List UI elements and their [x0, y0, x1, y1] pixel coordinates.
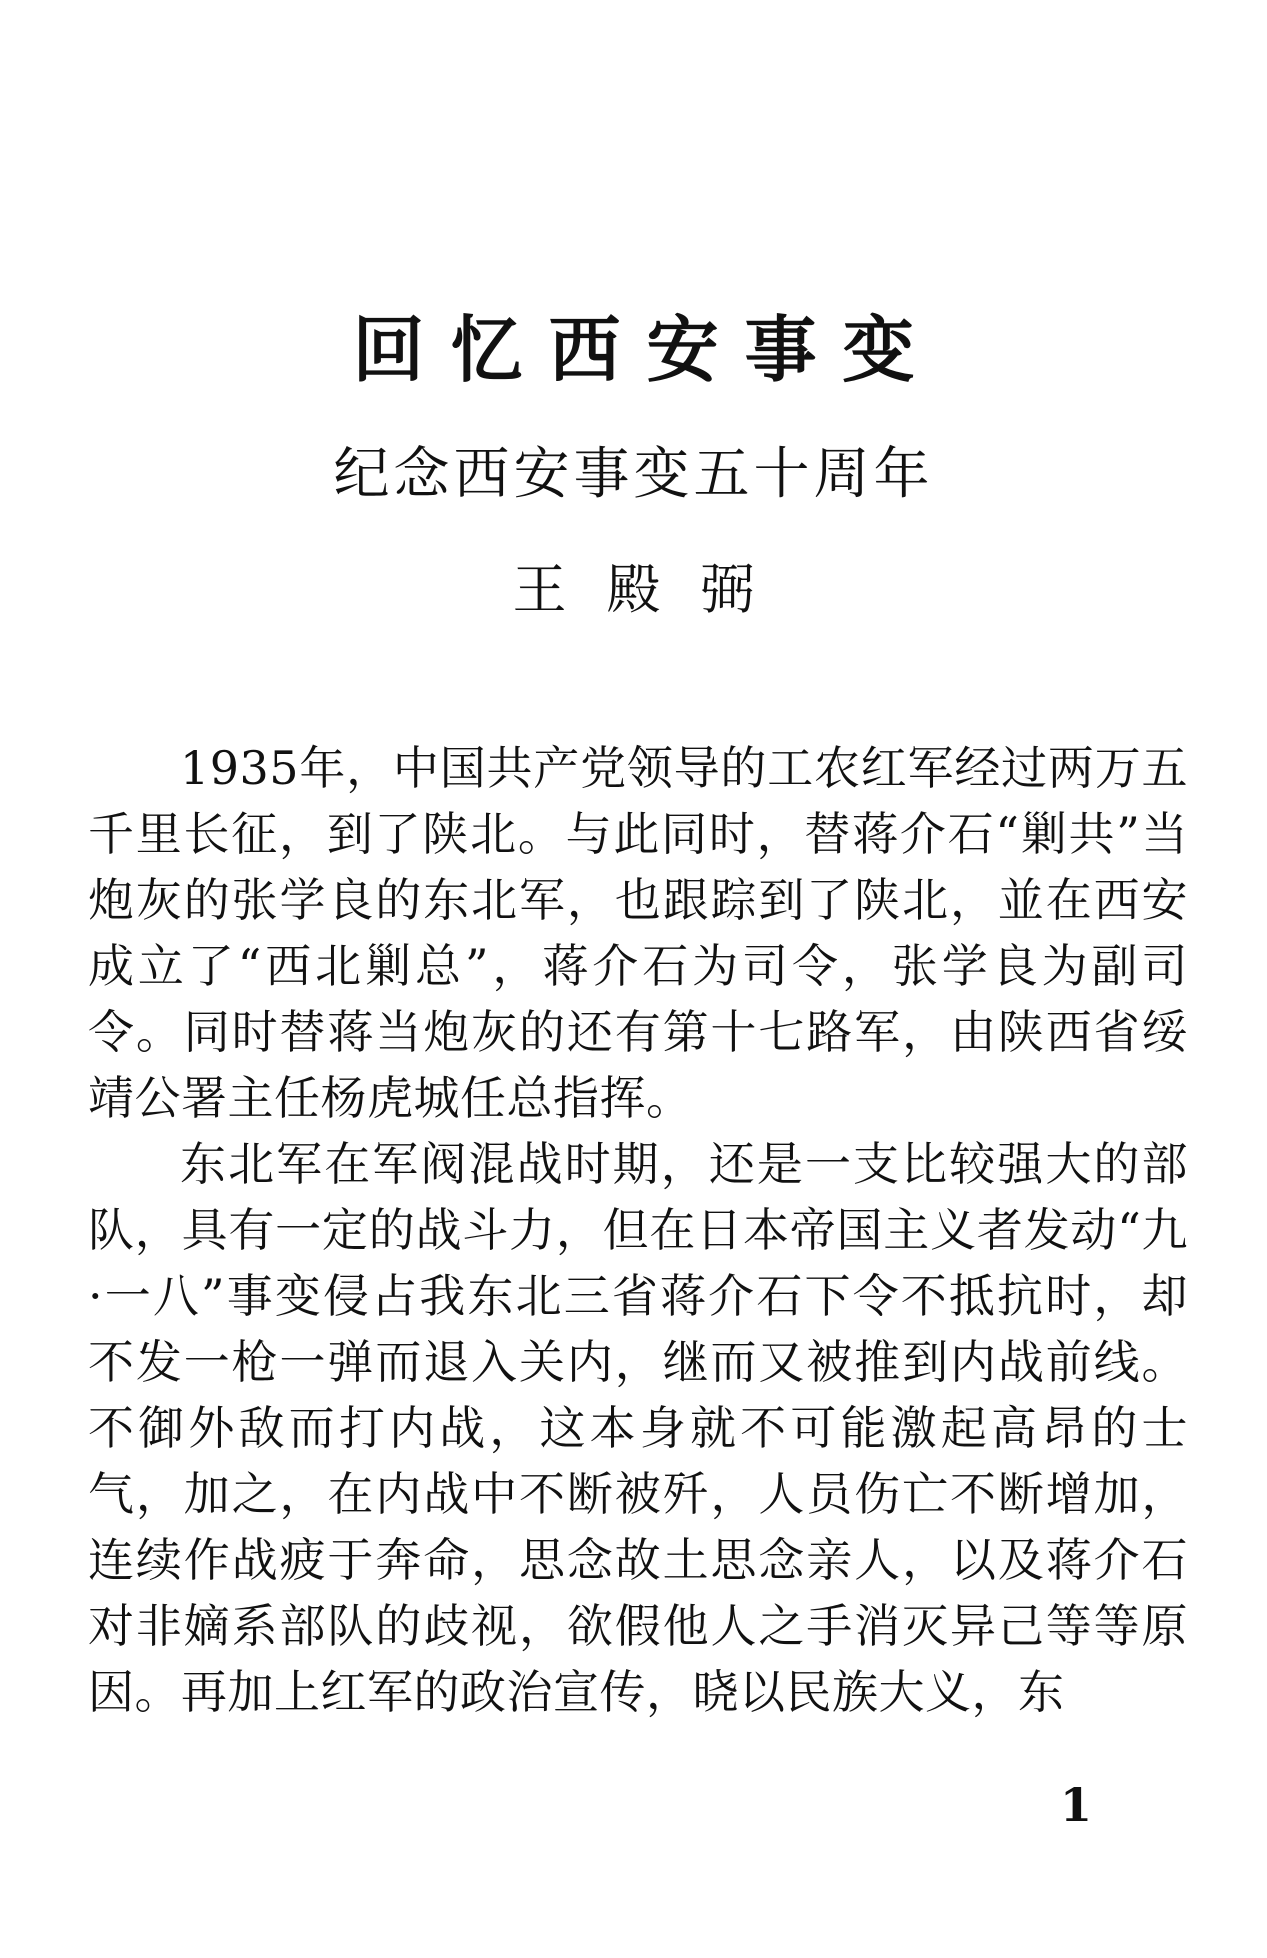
body-text [88, 735, 1188, 1725]
document-subtitle: 纪念西安事变五十周年 [333, 442, 934, 507]
page-number: 1 [1060, 1778, 1093, 1832]
paragraph-2: 东北军在军阀混战时期，还是一支比较强大的部队，具有一定的战斗力，但在日本帝国主义者发动“九·一八”事变侵占我东北三省蒋介石下令不抵抗时，却不发一枪一弹而退入关内，继而又被推到内战前线。不御外敌而打内战，这本身就不可能激起高昂的士气，加之，在内战中不断被歼，人员伤亡不断增加，连续作战疲于奔命，思念故土思念亲人，以及蒋介石对非嫡系部队的歧视，欲假他人之手消灭异己等等原因。再加上红军的政治宣传，晓以民族大义，东 [88, 1137, 1188, 1719]
author-name: 王殿弼 [512, 558, 795, 621]
paragraph-1: 1935年，中国共产党领导的工农红军经过两万五千里长征，到了陕北。与此同时，替蒋介石“剿共”当炮灰的张学良的东北军，也跟踪到了陕北，並在西安成立了“西北剿总”，蒋介石为司令，张学良为副司令。同时替蒋当炮灰的还有第十七路军，由陕西省绥靖公署主任杨虎城任总指挥。 [88, 741, 1188, 1125]
document-title: 回忆西安事变 [352, 307, 941, 392]
